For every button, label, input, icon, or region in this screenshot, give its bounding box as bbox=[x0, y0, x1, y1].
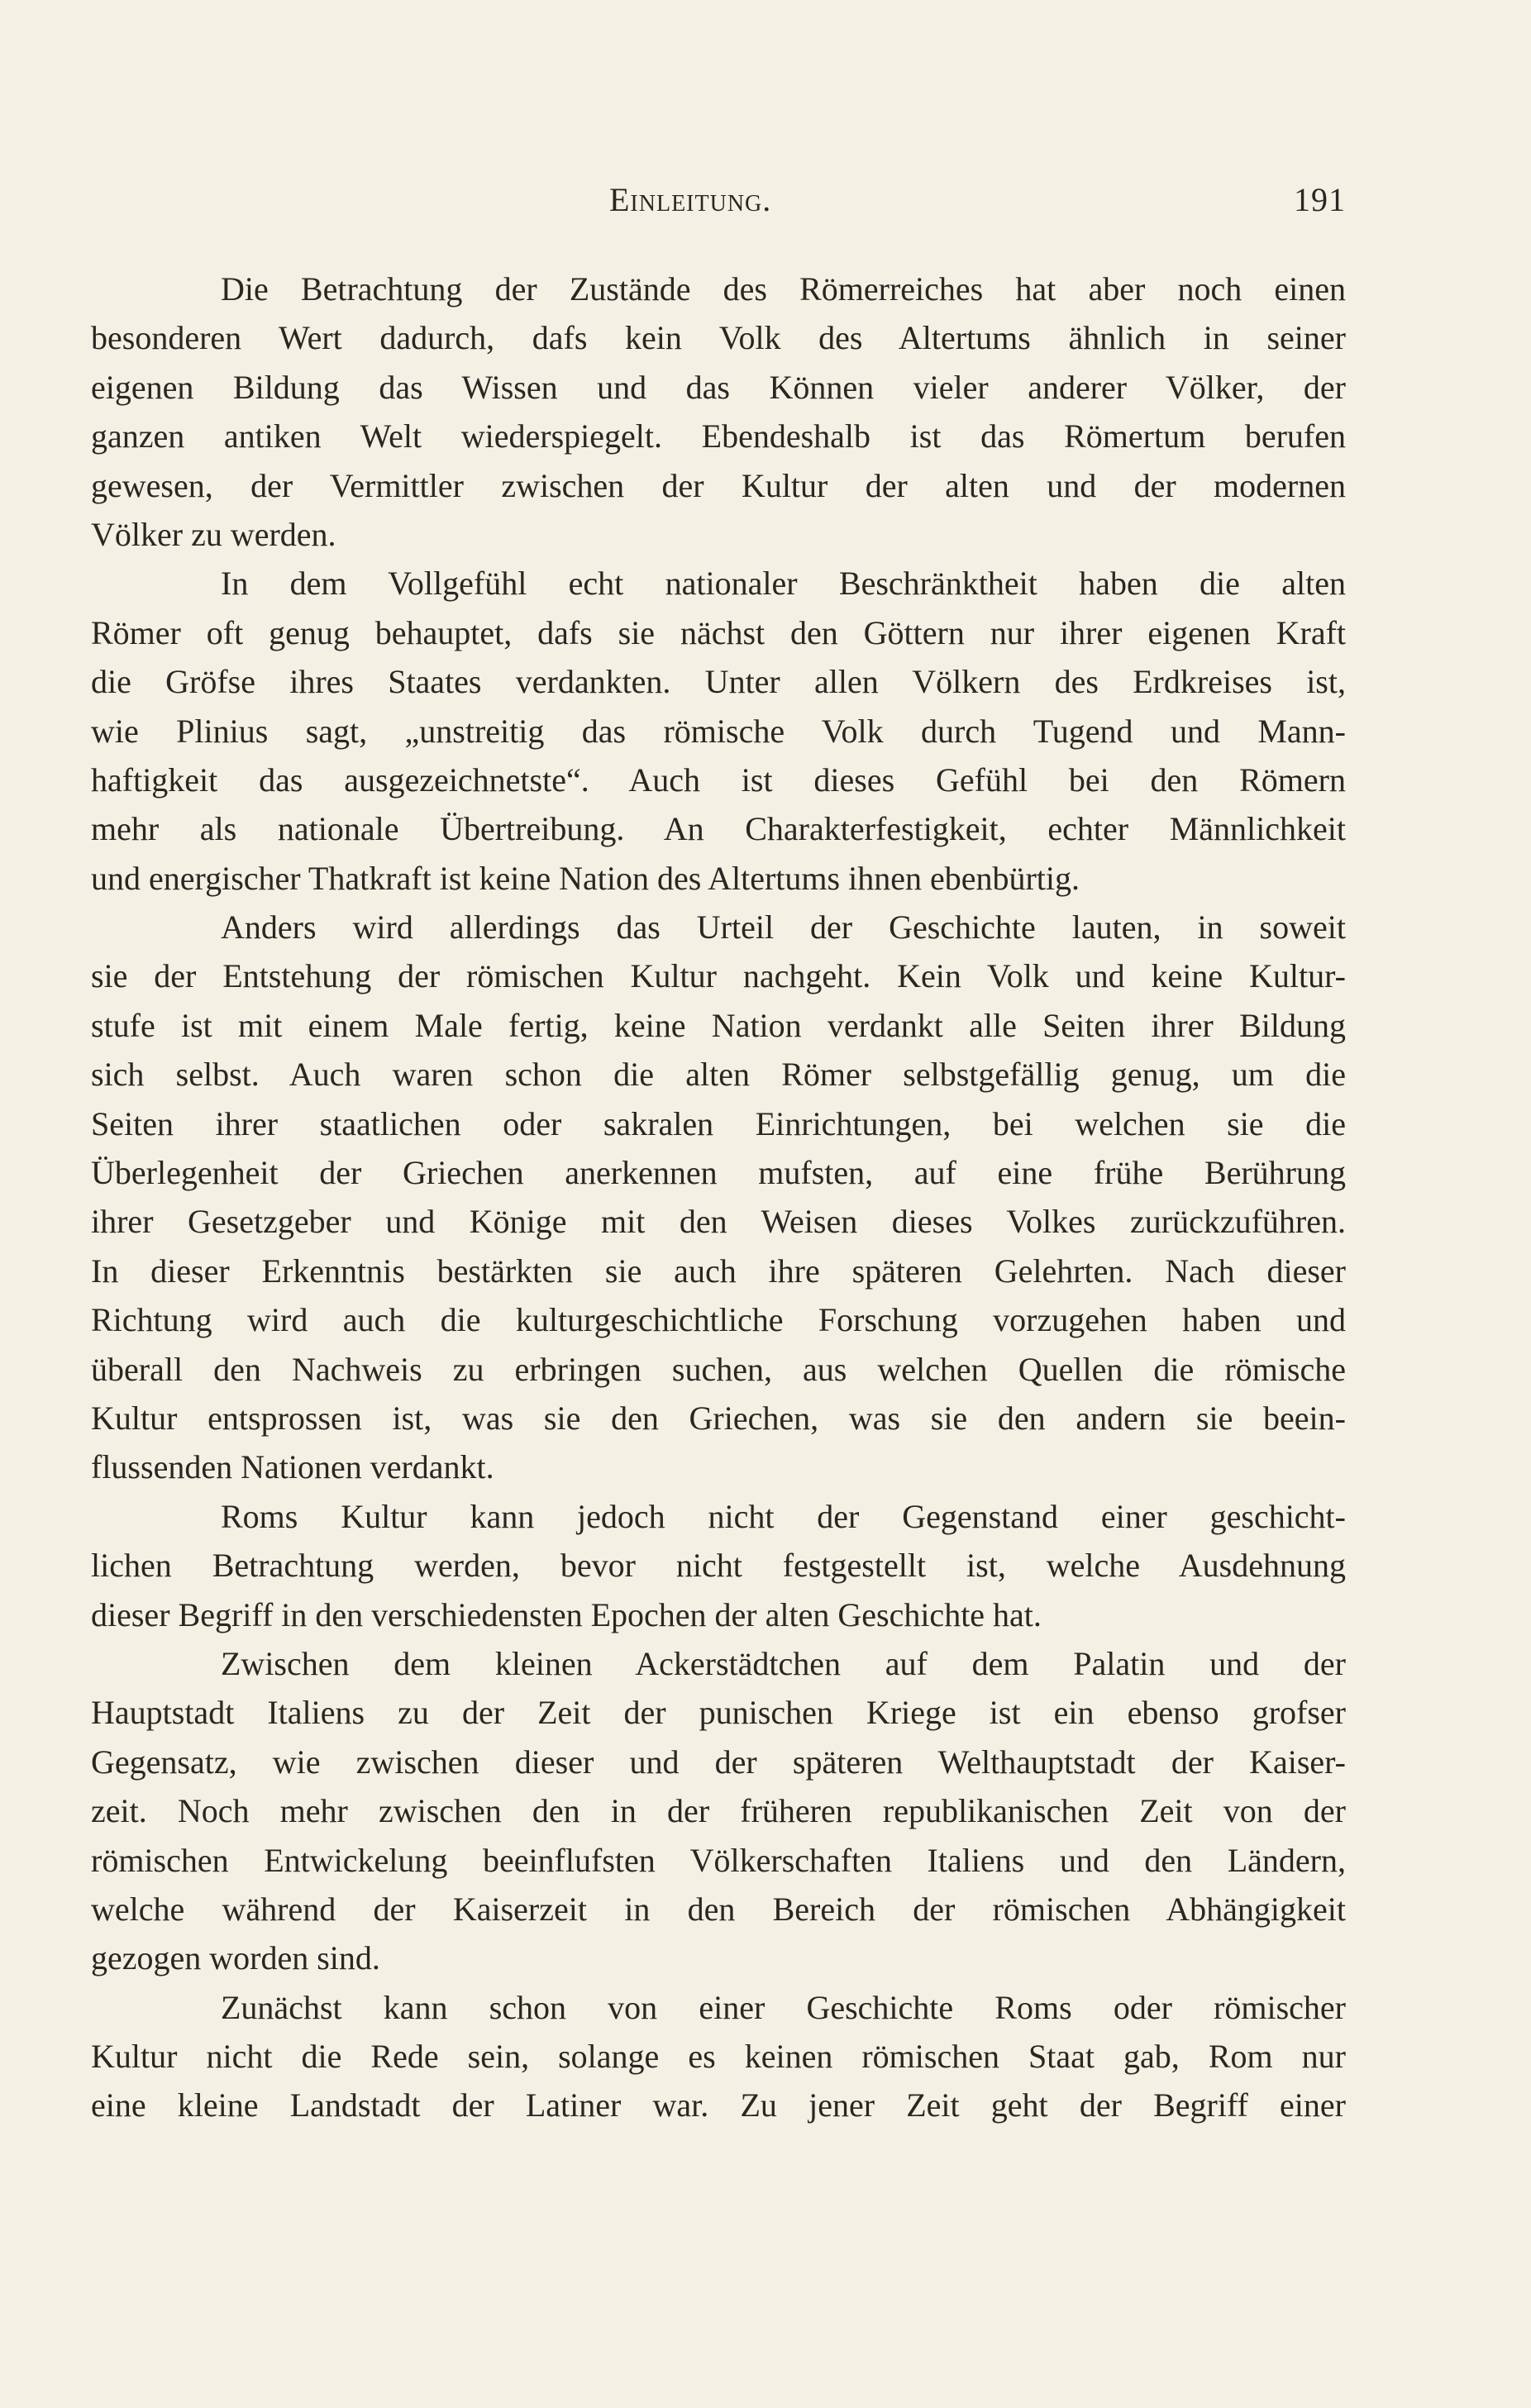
text-line: Zwischen dem kleinen Ackerstädtchen auf dem Palatin und der bbox=[221, 1644, 1346, 1682]
text-line: Kultur entsprossen ist, was sie den Griechen, was sie den andern sie beein- bbox=[91, 1399, 1346, 1437]
text-line: die Gröfse ihres Staates verdankten. Unter allen Völkern des Erdkreises ist, bbox=[91, 663, 1346, 701]
text-line: Römer oft genug behauptet, dafs sie nächst den Göttern nur ihrer eigenen Kraft bbox=[91, 613, 1346, 651]
text-line: flussenden Nationen verdankt. bbox=[91, 1448, 494, 1486]
text-line: stufe ist mit einem Male fertig, keine Nation verdankt alle Seiten ihrer Bildung bbox=[91, 1006, 1346, 1044]
page-header bbox=[91, 180, 1346, 230]
text-line: Hauptstadt Italiens zu der Zeit der punischen Kriege ist ein ebenso grofser bbox=[91, 1694, 1346, 1732]
text-line: Roms Kultur kann jedoch nicht der Gegenstand einer geschicht- bbox=[221, 1497, 1346, 1535]
text-line: besonderen Wert dadurch, dafs kein Volk des Altertums ähnlich in seiner bbox=[91, 319, 1346, 357]
text-line: und energischer Thatkraft ist keine Nation des Altertums ihnen ebenbürtig. bbox=[91, 859, 1080, 897]
text-line: sie der Entstehung der römischen Kultur nachgeht. Kein Volk und keine Kultur- bbox=[91, 957, 1346, 995]
text-line: sich selbst. Auch waren schon die alten Römer selbstgefällig genug, um die bbox=[91, 1056, 1346, 1094]
text-line: römischen Entwickelung beeinflufsten Völkerschaften Italiens und den Ländern, bbox=[91, 1841, 1346, 1879]
text-line: ganzen antiken Welt wiederspiegelt. Ebendeshalb ist das Römertum berufen bbox=[91, 417, 1346, 455]
page-number: 191 bbox=[1294, 181, 1346, 218]
text-line: dieser Begriff in den verschiedensten Epochen der alten Geschichte hat. bbox=[91, 1595, 1042, 1633]
text-line: gezogen worden sind. bbox=[91, 1939, 380, 1977]
text-line: Die Betrachtung der Zustände des Römerreiches hat aber noch einen bbox=[221, 270, 1346, 308]
text-line: wie Plinius sagt, „unstreitig das römische Volk durch Tugend und Mann- bbox=[91, 712, 1346, 750]
text-line: Zunächst kann schon von einer Geschichte Roms oder römischer bbox=[221, 1988, 1346, 2026]
text-line: überall den Nachweis zu erbringen suchen, aus welchen Quellen die römische bbox=[91, 1350, 1346, 1388]
text-line: Richtung wird auch die kulturgeschichtliche Forschung vorzugehen haben und bbox=[91, 1301, 1346, 1339]
text-line: gewesen, der Vermittler zwischen der Kultur der alten und der modernen bbox=[91, 466, 1346, 504]
text-line: zeit. Noch mehr zwischen den in der früheren republikanischen Zeit von der bbox=[91, 1792, 1346, 1830]
text-line: lichen Betrachtung werden, bevor nicht festgestellt ist, welche Ausdehnung bbox=[91, 1547, 1346, 1585]
text-line: Überlegenheit der Griechen anerkennen mufsten, auf eine frühe Berührung bbox=[91, 1154, 1346, 1192]
text-line: Gegensatz, wie zwischen dieser und der späteren Welthauptstadt der Kaiser- bbox=[91, 1743, 1346, 1781]
text-line: Kultur nicht die Rede sein, solange es keinen römischen Staat gab, Rom nur bbox=[91, 2038, 1346, 2076]
text-line: haftigkeit das ausgezeichnetste“. Auch ist dieses Gefühl bei den Römern bbox=[91, 761, 1346, 799]
body-text bbox=[91, 265, 1346, 2130]
text-line: In dem Vollgefühl echt nationaler Beschränktheit haben die alten bbox=[221, 565, 1346, 603]
text-line: Seiten ihrer staatlichen oder sakralen Einrichtungen, bei welchen sie die bbox=[91, 1104, 1346, 1142]
running-title: Einleitung. bbox=[609, 181, 772, 218]
text-line: mehr als nationale Übertreibung. An Charakterfestigkeit, echter Männlichkeit bbox=[91, 810, 1346, 848]
text-line: Anders wird allerdings das Urteil der Geschichte lauten, in soweit bbox=[221, 908, 1346, 947]
text-line: Völker zu werden. bbox=[91, 515, 336, 553]
text-line: eine kleine Landstadt der Latiner war. Zu jener Zeit geht der Begriff einer bbox=[91, 2086, 1346, 2124]
text-line: In dieser Erkenntnis bestärkten sie auch ihre späteren Gelehrten. Nach dieser bbox=[91, 1252, 1346, 1290]
text-line: eigenen Bildung das Wissen und das Können vieler anderer Völker, der bbox=[91, 368, 1346, 406]
text-line: ihrer Gesetzgeber und Könige mit den Weisen dieses Volkes zurückzuführen. bbox=[91, 1203, 1346, 1241]
text-line: welche während der Kaiserzeit in den Bereich der römischen Abhängigkeit bbox=[91, 1890, 1346, 1928]
